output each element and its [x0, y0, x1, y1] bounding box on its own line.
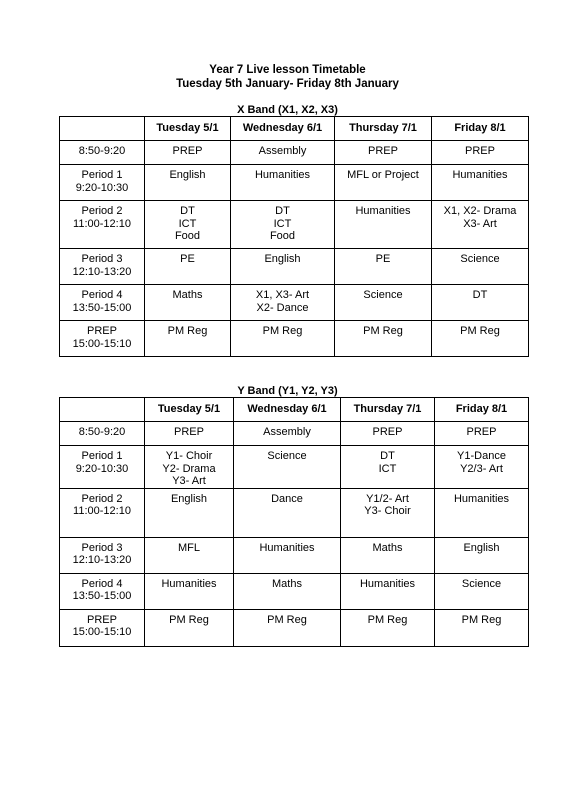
- period-line: Period 1: [81, 169, 123, 181]
- lesson-cell: [335, 141, 432, 165]
- lesson-line: PM Reg: [167, 325, 208, 337]
- day-header-cell: Tuesday 5/1: [145, 398, 234, 422]
- period-time-cell: [60, 165, 145, 201]
- lesson-line: Humanities: [259, 541, 315, 554]
- lesson-line: DT: [180, 205, 195, 217]
- lesson-cell: [231, 285, 335, 321]
- lesson-line: English: [170, 492, 208, 505]
- lesson-cell: [145, 422, 234, 446]
- lesson-line: PM Reg: [367, 613, 408, 626]
- lesson-cell: [231, 201, 335, 249]
- period-line: Period 3: [81, 541, 123, 554]
- table-row: [60, 488, 529, 537]
- period-line: 8:50-9:20: [78, 145, 126, 157]
- lesson-line: PM Reg: [460, 325, 500, 337]
- table-row: [60, 201, 529, 249]
- corner-header-cell: [60, 117, 145, 141]
- table-row: [60, 446, 529, 489]
- lesson-line: DT: [275, 205, 290, 217]
- lesson-line: Humanities: [453, 492, 510, 505]
- period-line: 13:50-15:00: [72, 301, 132, 314]
- y-band-caption: Y Band (Y1, Y2, Y3): [237, 385, 338, 397]
- period-line: Period 4: [81, 289, 123, 301]
- lesson-line: PREP: [465, 145, 495, 157]
- day-header-cell: Wednesday 6/1: [231, 117, 335, 141]
- lesson-line: PREP: [466, 426, 497, 438]
- period-line: 15:00-15:10: [72, 626, 132, 638]
- lesson-line: PM Reg: [363, 325, 403, 337]
- lesson-line: X3- Art: [463, 217, 497, 230]
- document-title: Year 7 Live lesson Timetable: [209, 64, 366, 76]
- table-row: [60, 609, 529, 646]
- lesson-cell: [341, 609, 435, 646]
- period-line: 9:20-10:30: [75, 462, 129, 475]
- period-time-cell: [60, 488, 145, 537]
- lesson-cell: [234, 537, 341, 573]
- period-time-cell: [60, 446, 145, 489]
- period-line: Period 4: [81, 577, 123, 590]
- lesson-line: PREP: [172, 145, 203, 157]
- lesson-line: PM Reg: [461, 613, 502, 626]
- table-row: [60, 537, 529, 573]
- table-row: [60, 321, 529, 357]
- table-row: [60, 422, 529, 446]
- lesson-line: Food: [269, 230, 296, 242]
- period-line: 12:10-13:20: [72, 554, 132, 566]
- table-row: [60, 249, 529, 285]
- lesson-cell: [145, 488, 234, 537]
- period-time-cell: [60, 609, 145, 646]
- lesson-cell: [435, 537, 529, 573]
- lesson-line: ICT: [273, 217, 292, 230]
- lesson-cell: [432, 321, 529, 357]
- lesson-cell: [341, 488, 435, 537]
- lesson-cell: [231, 165, 335, 201]
- period-line: 8:50-9:20: [78, 426, 126, 438]
- lesson-cell: [145, 573, 234, 609]
- period-time-cell: [60, 537, 145, 573]
- period-line: Period 3: [81, 253, 123, 265]
- lesson-cell: [341, 537, 435, 573]
- y-band-timetable: [59, 397, 529, 647]
- period-line: Period 1: [81, 450, 123, 462]
- x-band-timetable: [59, 116, 529, 357]
- lesson-cell: [145, 249, 231, 285]
- lesson-line: X2- Dance: [256, 301, 309, 314]
- lesson-cell: [432, 165, 529, 201]
- lesson-cell: [234, 446, 341, 489]
- lesson-cell: [145, 165, 231, 201]
- lesson-line: Y3- Art: [172, 475, 206, 487]
- lesson-line: Y1/2- Art: [366, 492, 409, 505]
- lesson-line: PE: [375, 253, 391, 265]
- period-line: 12:10-13:20: [72, 265, 132, 278]
- lesson-cell: [145, 609, 234, 646]
- day-header-cell: Tuesday 5/1: [145, 117, 231, 141]
- lesson-line: English: [264, 253, 301, 265]
- day-header-cell: Friday 8/1: [432, 117, 529, 141]
- lesson-line: Assembly: [263, 426, 311, 438]
- lesson-line: PREP: [174, 426, 204, 438]
- lesson-line: PM Reg: [262, 325, 303, 337]
- document-subtitle: Tuesday 5th January- Friday 8th January: [176, 78, 399, 90]
- lesson-line: English: [169, 169, 206, 181]
- lesson-cell: [435, 488, 529, 537]
- lesson-cell: [231, 321, 335, 357]
- table-row: [60, 285, 529, 321]
- period-time-cell: [60, 201, 145, 249]
- day-header-cell: Thursday 7/1: [335, 117, 432, 141]
- lesson-line: Assembly: [258, 145, 307, 157]
- lesson-cell: [435, 609, 529, 646]
- lesson-line: X1, X2- Drama: [443, 205, 517, 217]
- y-band-header-row: [60, 398, 529, 422]
- table-row: [60, 165, 529, 201]
- lesson-cell: [234, 488, 341, 537]
- lesson-cell: [432, 285, 529, 321]
- lesson-line: MFL or Project: [347, 169, 419, 181]
- lesson-cell: [335, 201, 432, 249]
- lesson-line: English: [463, 541, 500, 554]
- period-line: PREP: [87, 325, 117, 337]
- period-time-cell: [60, 573, 145, 609]
- lesson-line: Maths: [272, 577, 302, 590]
- lesson-line: PREP: [368, 145, 398, 157]
- x-band-header-row: [60, 117, 529, 141]
- lesson-cell: [231, 141, 335, 165]
- x-band-caption: X Band (X1, X2, X3): [237, 104, 338, 116]
- lesson-cell: [145, 321, 231, 357]
- lesson-line: Y1- Choir: [165, 450, 213, 462]
- lesson-line: ICT: [378, 462, 397, 475]
- lesson-line: Food: [174, 230, 201, 242]
- period-line: Period 2: [81, 205, 123, 217]
- lesson-line: ICT: [178, 217, 197, 230]
- period-time-cell: [60, 321, 145, 357]
- lesson-cell: [432, 141, 529, 165]
- lesson-cell: [234, 609, 341, 646]
- lesson-line: Science: [363, 289, 403, 301]
- lesson-line: X1, X3- Art: [255, 289, 310, 301]
- period-line: Period 2: [81, 492, 123, 505]
- day-header-cell: Wednesday 6/1: [234, 398, 341, 422]
- lesson-line: DT: [380, 450, 395, 462]
- period-time-cell: [60, 249, 145, 285]
- period-line: 11:00-12:10: [73, 217, 131, 230]
- lesson-cell: [234, 573, 341, 609]
- lesson-line: Maths: [372, 541, 403, 554]
- lesson-line: Y2/3- Art: [460, 462, 503, 475]
- table-row: [60, 573, 529, 609]
- day-header-cell: Friday 8/1: [435, 398, 529, 422]
- period-line: 9:20-10:30: [75, 181, 129, 194]
- lesson-cell: [335, 249, 432, 285]
- lesson-cell: [341, 573, 435, 609]
- lesson-cell: [145, 141, 231, 165]
- lesson-line: Humanities: [359, 577, 416, 590]
- lesson-line: Humanities: [452, 169, 508, 181]
- lesson-line: Y1-Dance: [457, 450, 506, 462]
- lesson-line: Dance: [271, 492, 303, 505]
- period-line: PREP: [87, 613, 117, 626]
- period-time-cell: [60, 422, 145, 446]
- lesson-line: Maths: [172, 289, 203, 301]
- lesson-cell: [432, 201, 529, 249]
- lesson-line: Science: [460, 253, 500, 265]
- day-header-cell: Thursday 7/1: [341, 398, 435, 422]
- lesson-cell: [341, 446, 435, 489]
- lesson-cell: [335, 165, 432, 201]
- lesson-cell: [145, 537, 234, 573]
- period-time-cell: [60, 141, 145, 165]
- period-line: 11:00-12:10: [73, 505, 131, 517]
- lesson-line: Y2- Drama: [162, 462, 216, 475]
- lesson-cell: [145, 446, 234, 489]
- lesson-cell: [231, 249, 335, 285]
- lesson-cell: [432, 249, 529, 285]
- lesson-cell: [435, 446, 529, 489]
- lesson-line: Humanities: [254, 169, 311, 181]
- lesson-line: PE: [180, 253, 195, 265]
- period-time-cell: [60, 285, 145, 321]
- lesson-line: Humanities: [355, 205, 411, 217]
- lesson-line: Science: [267, 450, 307, 462]
- lesson-cell: [234, 422, 341, 446]
- lesson-cell: [341, 422, 435, 446]
- lesson-cell: [145, 201, 231, 249]
- table-row: [60, 141, 529, 165]
- period-line: 15:00-15:10: [72, 337, 132, 350]
- lesson-cell: [435, 573, 529, 609]
- lesson-line: PM Reg: [169, 613, 209, 626]
- lesson-line: PREP: [372, 426, 403, 438]
- lesson-line: Y3- Choir: [364, 505, 411, 517]
- lesson-line: Humanities: [161, 577, 217, 590]
- lesson-cell: [435, 422, 529, 446]
- lesson-cell: [335, 285, 432, 321]
- period-line: 13:50-15:00: [72, 590, 132, 602]
- lesson-line: DT: [472, 289, 488, 301]
- lesson-line: PM Reg: [267, 613, 307, 626]
- lesson-line: Science: [461, 577, 502, 590]
- corner-header-cell: [60, 398, 145, 422]
- lesson-line: MFL: [178, 541, 200, 554]
- lesson-cell: [335, 321, 432, 357]
- lesson-cell: [145, 285, 231, 321]
